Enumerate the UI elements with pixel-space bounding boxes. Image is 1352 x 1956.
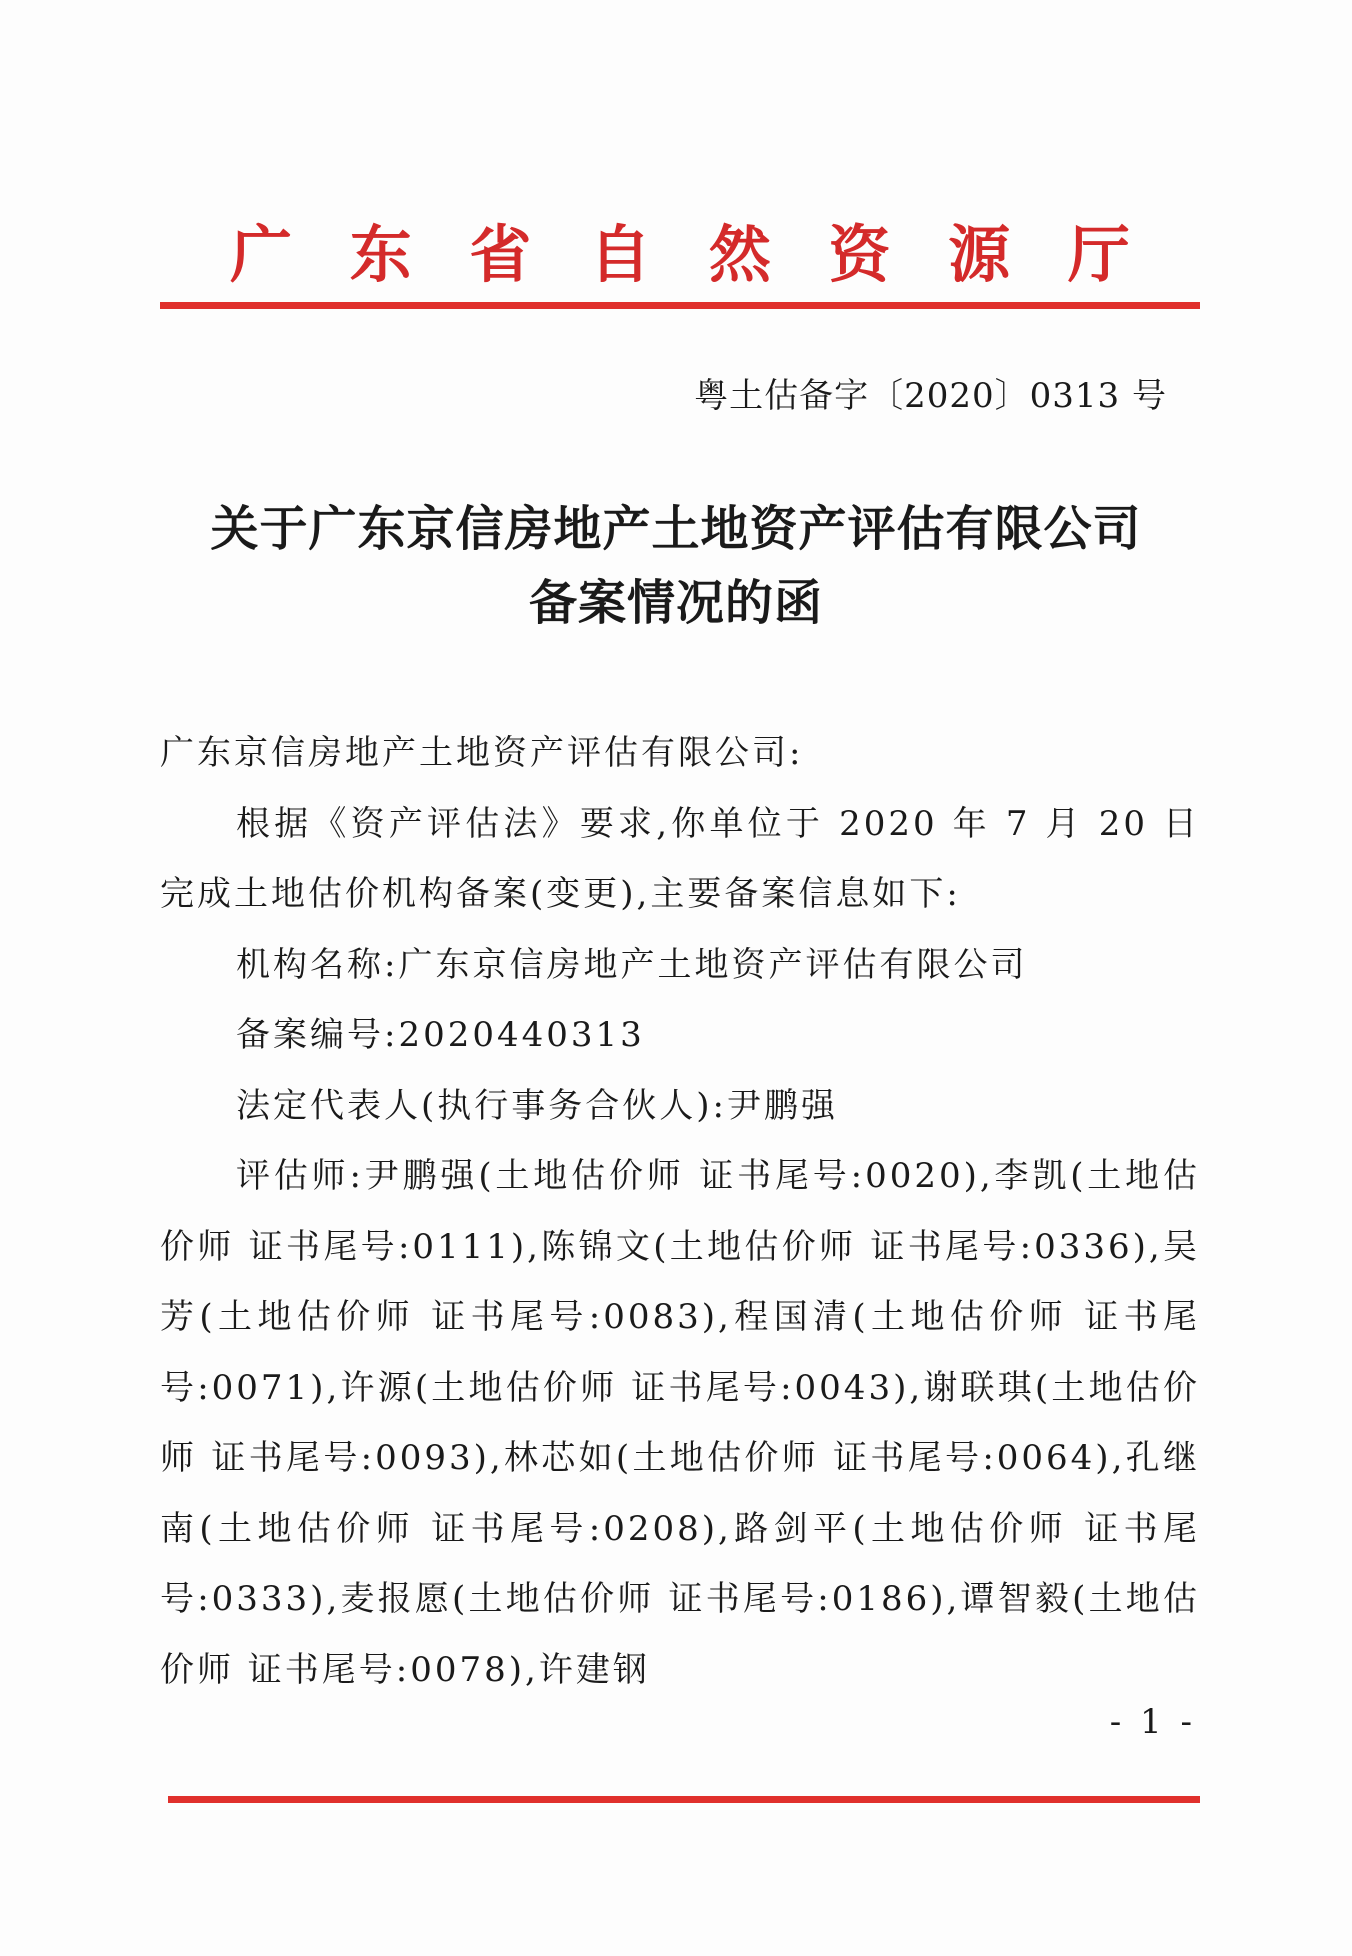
masthead-char: 厅 [1067, 218, 1130, 291]
masthead-char: 广 [230, 218, 293, 291]
org-name-line: 机构名称:广东京信房地产土地资产评估有限公司 [236, 944, 1028, 985]
footer-red-rule [168, 1796, 1200, 1803]
masthead-char: 源 [948, 218, 1011, 291]
appraisers-paragraph: 评估师:尹鹏强(土地估价师 证书尾号:0020),李凯(土地估价师 证书尾号:0111),陈锦文(土地估价师 证书尾号:0336),吴芳(土地估价师 证书尾号:0083),程国清(土地估价师 证书尾号:0071),许源(土地估价师 证书尾号:0043),谢联琪(土地估价师 证书尾号:0093),林芯如(土地估价师 证书尾号:0064),孔继南(土地估价师 证书尾号:0208),路剑平(土地估价师 证书尾号:0333),麦报愿(土地估价师 证书尾号:0186),谭智毅(土地估价师 证书尾号:0078),许建钢 [160, 1156, 1200, 1690]
page-number: - 1 - [1109, 1702, 1196, 1742]
legal-representative-line: 法定代表人(执行事务合伙人):尹鹏强 [236, 1085, 838, 1126]
agency-masthead [160, 210, 1200, 300]
masthead-char: 然 [708, 218, 771, 291]
record-number-line: 备案编号:2020440313 [236, 1015, 645, 1055]
masthead-char: 省 [469, 218, 532, 291]
header-red-rule [160, 302, 1200, 309]
intro-paragraph: 根据《资产评估法》要求,你单位于 2020 年 7 月 20 日完成土地估价机构备案(变更),主要备案信息如下: [160, 803, 1200, 914]
masthead-char: 东 [349, 218, 412, 291]
title-line-1: 关于广东京信房地产土地资产评估有限公司 [210, 501, 1142, 557]
salutation: 广东京信房地产土地资产评估有限公司: [160, 733, 804, 773]
masthead-char: 自 [589, 218, 652, 291]
document-number: 粤土估备字〔2020〕0313 号 [694, 376, 1167, 416]
title-line-2: 备案情况的函 [528, 575, 823, 631]
letter-body [160, 718, 1200, 1705]
masthead-char: 资 [828, 218, 891, 291]
document-title [0, 492, 1352, 640]
